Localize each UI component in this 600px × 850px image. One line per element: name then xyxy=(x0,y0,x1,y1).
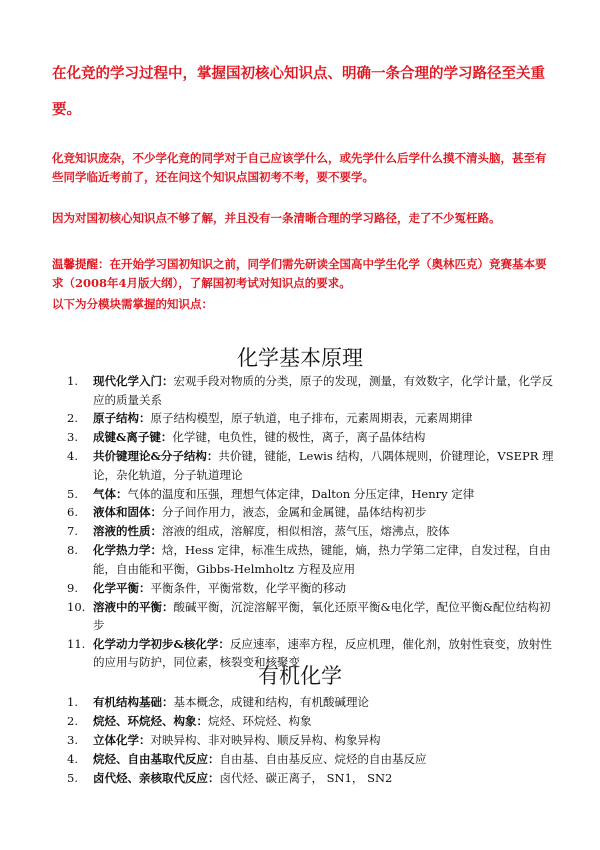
item-description: 对映异构、非对映异构、顺反异构、构象异构 xyxy=(150,733,381,747)
item-term: 共价键理论&分子结构 xyxy=(93,449,207,464)
item-number: 8. xyxy=(67,543,78,558)
section-title-organic-chemistry: 有机化学 xyxy=(258,664,342,688)
item-description: 焓，Hess 定律，标准生成热，键能，熵，热力学第二定律，自发过程，自由能，自由能和平衡，Gibbs-Helmholtz 方程及应用 xyxy=(93,543,551,576)
item-term: 成键&离子键 xyxy=(93,430,161,445)
item-separator: ： xyxy=(150,505,162,520)
item-description: 原子结构模型，原子轨道，电子排布，元素周期表，元素周期律 xyxy=(150,411,473,426)
item-description: 化学键，电负性，键的极性，离子，离子晶体结构 xyxy=(172,430,426,445)
item-separator: ： xyxy=(150,524,162,539)
item-term: 现代化学入门 xyxy=(93,374,162,388)
list-item xyxy=(0,503,600,522)
item-number: 5. xyxy=(67,486,78,501)
list-item xyxy=(0,769,600,788)
item-term: 溶液中的平衡 xyxy=(93,599,162,614)
item-number: 6. xyxy=(67,505,78,520)
item-separator: ： xyxy=(162,695,174,709)
item-term: 化学平衡 xyxy=(93,580,139,595)
list-item xyxy=(0,485,600,504)
item-description: 自由基、自由基反应、烷烃的自由基反应 xyxy=(219,752,427,766)
intro-paragraph-4: 以下为分模块需掌握的知识点： xyxy=(52,297,213,311)
item-description: 卤代烃、碳正离子， SN1， SN2 xyxy=(219,771,393,785)
item-number: 2. xyxy=(67,411,78,426)
item-term: 原子结构 xyxy=(93,411,139,426)
item-term: 卤代烃、亲核取代反应 xyxy=(93,771,208,785)
item-separator: ： xyxy=(196,714,208,728)
item-separator: ： xyxy=(139,580,151,595)
list-item xyxy=(0,447,600,484)
item-description: 烷烃、环烷烃、构象 xyxy=(208,714,312,728)
item-number: 4. xyxy=(67,449,78,464)
intro-paragraph-3: 温馨提醒：在开始学习国初知识之前，同学们需先研读全国高中学生化学（奥林匹克）竞赛基本要求（2008年4月版大纲），了解国初考试对知识点的要求。 xyxy=(52,257,547,290)
item-number: 5. xyxy=(67,771,78,785)
list-item xyxy=(0,598,600,635)
item-number: 1. xyxy=(67,695,78,709)
item-term: 化学热力学 xyxy=(93,543,151,558)
list-item xyxy=(0,541,600,578)
topic-list-organic-chemistry xyxy=(0,693,600,788)
list-item xyxy=(0,731,600,750)
item-number: 11. xyxy=(67,636,86,651)
item-description: 气体的温度和压强，理想气体定律，Dalton 分压定律，Henry 定律 xyxy=(127,486,475,501)
list-item xyxy=(0,409,600,428)
item-number: 7. xyxy=(67,524,78,539)
item-term: 有机结构基础 xyxy=(93,695,162,709)
item-description: 分子间作用力，液态，金属和金属键，晶体结构初步 xyxy=(162,505,427,520)
item-description: 基本概念，成键和结构，有机酸碱理论 xyxy=(173,695,369,709)
item-number: 3. xyxy=(67,430,78,445)
item-description: 平衡条件，平衡常数，化学平衡的移动 xyxy=(150,580,346,595)
intro-paragraph-1: 化竞知识庞杂，不少学化竞的同学对于自己应该学什么，或先学什么后学什么摸不清头脑，甚至有些同学临近考前了，还在问这个知识点国初考不考，要不要学。 xyxy=(52,151,547,184)
item-separator: ： xyxy=(150,543,162,558)
list-item xyxy=(0,693,600,712)
item-description: 酸碱平衡，沉淀溶解平衡，氧化还原平衡&电化学，配位平衡&配位结构初步 xyxy=(93,599,551,633)
intro-paragraph-2: 因为对国初核心知识点不够了解，并且没有一条清晰合理的学习路径，走了不少冤枉路。 xyxy=(52,211,501,225)
section-title-basic-principles: 化学基本原理 xyxy=(237,346,363,370)
item-number: 9. xyxy=(67,580,78,595)
item-description: 共价键，键能，Lewis 结构，八隅体规则，价键理论，VSEPR 理论，杂化轨道，分子轨道理论 xyxy=(93,449,554,482)
item-number: 3. xyxy=(67,733,78,747)
item-term: 烷烃、自由基取代反应 xyxy=(93,752,208,766)
item-number: 10. xyxy=(67,599,86,614)
item-separator: ： xyxy=(162,374,174,388)
list-item xyxy=(0,372,600,409)
item-term: 立体化学 xyxy=(93,733,139,747)
item-term: 溶液的性质 xyxy=(93,524,151,539)
item-description: 宏观手段对物质的分类，原子的发现，测量，有效数字，化学计量，化学反应的质量关系 xyxy=(93,374,553,407)
item-number: 2. xyxy=(67,714,78,728)
item-separator: ： xyxy=(218,636,230,651)
item-separator: ： xyxy=(139,733,151,747)
list-item xyxy=(0,750,600,769)
item-separator: ： xyxy=(206,449,219,464)
item-number: 1. xyxy=(67,374,78,388)
item-separator: ： xyxy=(208,771,220,785)
item-separator: ： xyxy=(116,486,128,501)
item-separator: ： xyxy=(160,430,173,445)
item-separator: ： xyxy=(139,411,151,426)
topic-list-basic-principles xyxy=(0,372,600,672)
list-item xyxy=(0,579,600,598)
item-description: 溶液的组成，溶解度，相似相溶，蒸气压，熔沸点，胶体 xyxy=(162,524,450,539)
list-item xyxy=(0,522,600,541)
intro-headline: 在化竞的学习过程中，掌握国初核心知识点、明确一条合理的学习路径至关重要。 xyxy=(52,65,545,118)
item-separator: ： xyxy=(208,752,220,766)
item-number: 4. xyxy=(67,752,78,766)
item-term: 液体和固体 xyxy=(93,505,151,520)
item-description: 反应速率，速率方程，反应机理，催化剂，放射性衰变，放射性的应用与防护，同位素，核裂变和核聚变 xyxy=(93,636,552,670)
item-term: 化学动力学初步&核化学 xyxy=(93,636,219,651)
item-term: 烷烃、环烷烃、构象 xyxy=(93,714,197,728)
list-item xyxy=(0,428,600,447)
item-term: 气体 xyxy=(93,486,116,501)
list-item xyxy=(0,712,600,731)
item-separator: ： xyxy=(162,599,174,614)
